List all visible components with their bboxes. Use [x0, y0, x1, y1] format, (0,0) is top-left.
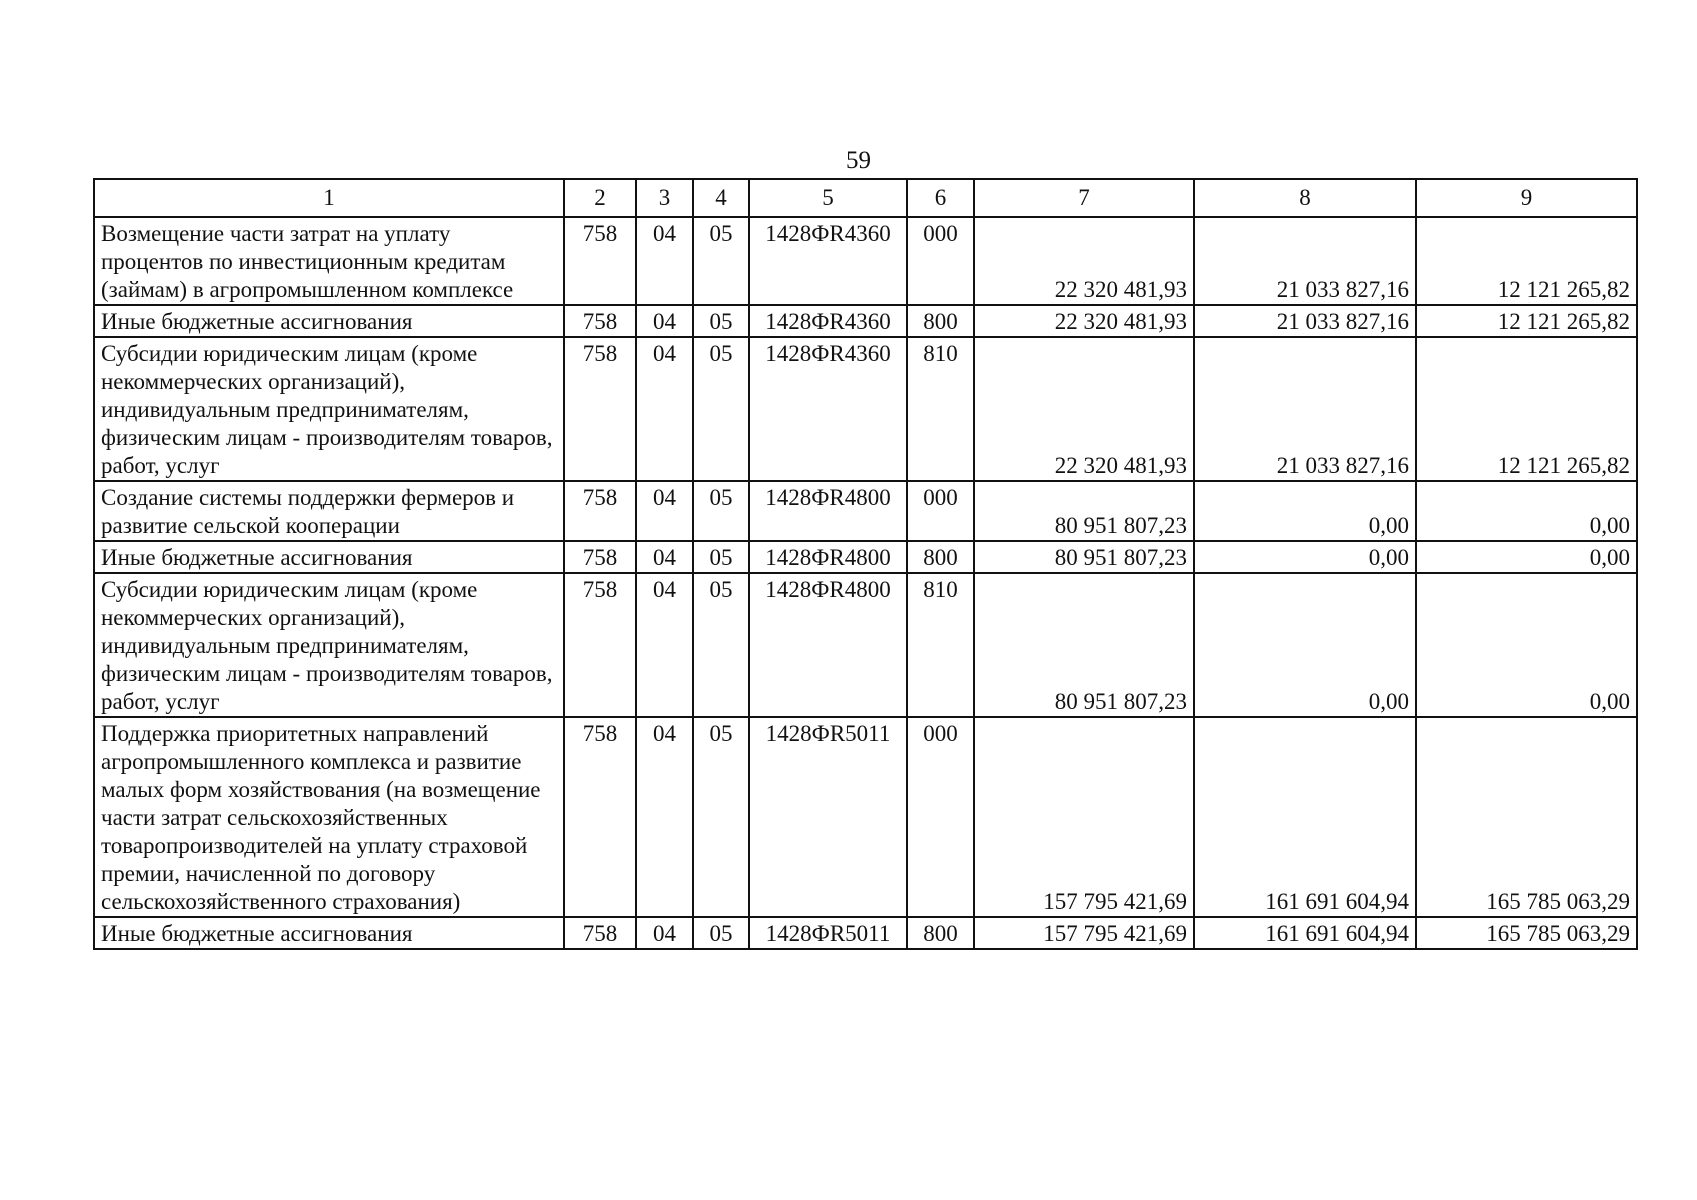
row-name: Возмещение части затрат на уплату процентов по инвестиционным кредитам (займам) в агропромышленном комплексе [94, 217, 564, 305]
table-row [94, 573, 1637, 717]
expense-type-code: 000 [907, 717, 974, 917]
subsection-code: 05 [693, 717, 749, 917]
table-row [94, 717, 1637, 917]
amount-col8: 21 033 827,16 [1194, 305, 1416, 337]
section-code: 04 [636, 541, 693, 573]
page-number: 59 [846, 147, 871, 174]
ministry-code: 758 [564, 541, 636, 573]
subsection-code: 05 [693, 481, 749, 541]
ministry-code: 758 [564, 481, 636, 541]
target-article-code: 1428ФR4800 [749, 481, 907, 541]
amount-col9: 12 121 265,82 [1416, 337, 1637, 481]
column-header: 2 [564, 179, 636, 217]
subsection-code: 05 [693, 917, 749, 949]
amount-col7: 157 795 421,69 [974, 717, 1194, 917]
amount-col8: 0,00 [1194, 541, 1416, 573]
column-header: 4 [693, 179, 749, 217]
column-header: 6 [907, 179, 974, 217]
ministry-code: 758 [564, 717, 636, 917]
table-row [94, 481, 1637, 541]
amount-col8: 161 691 604,94 [1194, 717, 1416, 917]
row-name: Создание системы поддержки фермеров и развитие сельской кооперации [94, 481, 564, 541]
amount-col7: 80 951 807,23 [974, 573, 1194, 717]
column-header: 1 [94, 179, 564, 217]
target-article-code: 1428ФR4360 [749, 305, 907, 337]
header-row [94, 179, 1637, 217]
amount-col9: 12 121 265,82 [1416, 217, 1637, 305]
column-header: 9 [1416, 179, 1637, 217]
subsection-code: 05 [693, 217, 749, 305]
amount-col8: 21 033 827,16 [1194, 337, 1416, 481]
column-header: 5 [749, 179, 907, 217]
target-article-code: 1428ФR4800 [749, 573, 907, 717]
subsection-code: 05 [693, 337, 749, 481]
column-header: 7 [974, 179, 1194, 217]
subsection-code: 05 [693, 541, 749, 573]
row-name: Иные бюджетные ассигнования [94, 917, 564, 949]
row-name: Иные бюджетные ассигнования [94, 541, 564, 573]
amount-col9: 0,00 [1416, 573, 1637, 717]
column-header: 8 [1194, 179, 1416, 217]
target-article-code: 1428ФR5011 [749, 917, 907, 949]
section-code: 04 [636, 573, 693, 717]
table-row [94, 217, 1637, 305]
expense-type-code: 000 [907, 481, 974, 541]
amount-col8: 21 033 827,16 [1194, 217, 1416, 305]
ministry-code: 758 [564, 305, 636, 337]
ministry-code: 758 [564, 917, 636, 949]
amount-col7: 80 951 807,23 [974, 481, 1194, 541]
amount-col9: 165 785 063,29 [1416, 717, 1637, 917]
row-name: Поддержка приоритетных направлений агропромышленного комплекса и развитие малых форм хозяйствования (на возмещение части затрат сельскохозяйственных товаропроизводителей на уплату страховой премии, начисленной по договору сельскохозяйственного страхования) [94, 717, 564, 917]
ministry-code: 758 [564, 337, 636, 481]
amount-col7: 22 320 481,93 [974, 305, 1194, 337]
amount-col7: 157 795 421,69 [974, 917, 1194, 949]
amount-col8: 161 691 604,94 [1194, 917, 1416, 949]
amount-col8: 0,00 [1194, 481, 1416, 541]
row-name: Субсидии юридическим лицам (кроме некоммерческих организаций), индивидуальным предпринимателям, физическим лицам - производителям товаров, работ, услуг [94, 573, 564, 717]
expense-type-code: 000 [907, 217, 974, 305]
table-row [94, 337, 1637, 481]
section-code: 04 [636, 917, 693, 949]
amount-col7: 22 320 481,93 [974, 217, 1194, 305]
section-code: 04 [636, 717, 693, 917]
target-article-code: 1428ФR4800 [749, 541, 907, 573]
ministry-code: 758 [564, 217, 636, 305]
section-code: 04 [636, 337, 693, 481]
amount-col9: 165 785 063,29 [1416, 917, 1637, 949]
table-row [94, 541, 1637, 573]
amount-col7: 22 320 481,93 [974, 337, 1194, 481]
expense-type-code: 800 [907, 305, 974, 337]
section-code: 04 [636, 217, 693, 305]
expense-type-code: 800 [907, 917, 974, 949]
budget-table [93, 178, 1638, 950]
subsection-code: 05 [693, 305, 749, 337]
amount-col9: 12 121 265,82 [1416, 305, 1637, 337]
target-article-code: 1428ФR5011 [749, 717, 907, 917]
amount-col7: 80 951 807,23 [974, 541, 1194, 573]
target-article-code: 1428ФR4360 [749, 337, 907, 481]
amount-col8: 0,00 [1194, 573, 1416, 717]
table-row [94, 917, 1637, 949]
ministry-code: 758 [564, 573, 636, 717]
row-name: Иные бюджетные ассигнования [94, 305, 564, 337]
target-article-code: 1428ФR4360 [749, 217, 907, 305]
row-name: Субсидии юридическим лицам (кроме некоммерческих организаций), индивидуальным предпринимателям, физическим лицам - производителям товаров, работ, услуг [94, 337, 564, 481]
amount-col9: 0,00 [1416, 481, 1637, 541]
expense-type-code: 810 [907, 337, 974, 481]
column-header: 3 [636, 179, 693, 217]
amount-col9: 0,00 [1416, 541, 1637, 573]
section-code: 04 [636, 481, 693, 541]
subsection-code: 05 [693, 573, 749, 717]
section-code: 04 [636, 305, 693, 337]
table-row [94, 305, 1637, 337]
expense-type-code: 810 [907, 573, 974, 717]
expense-type-code: 800 [907, 541, 974, 573]
